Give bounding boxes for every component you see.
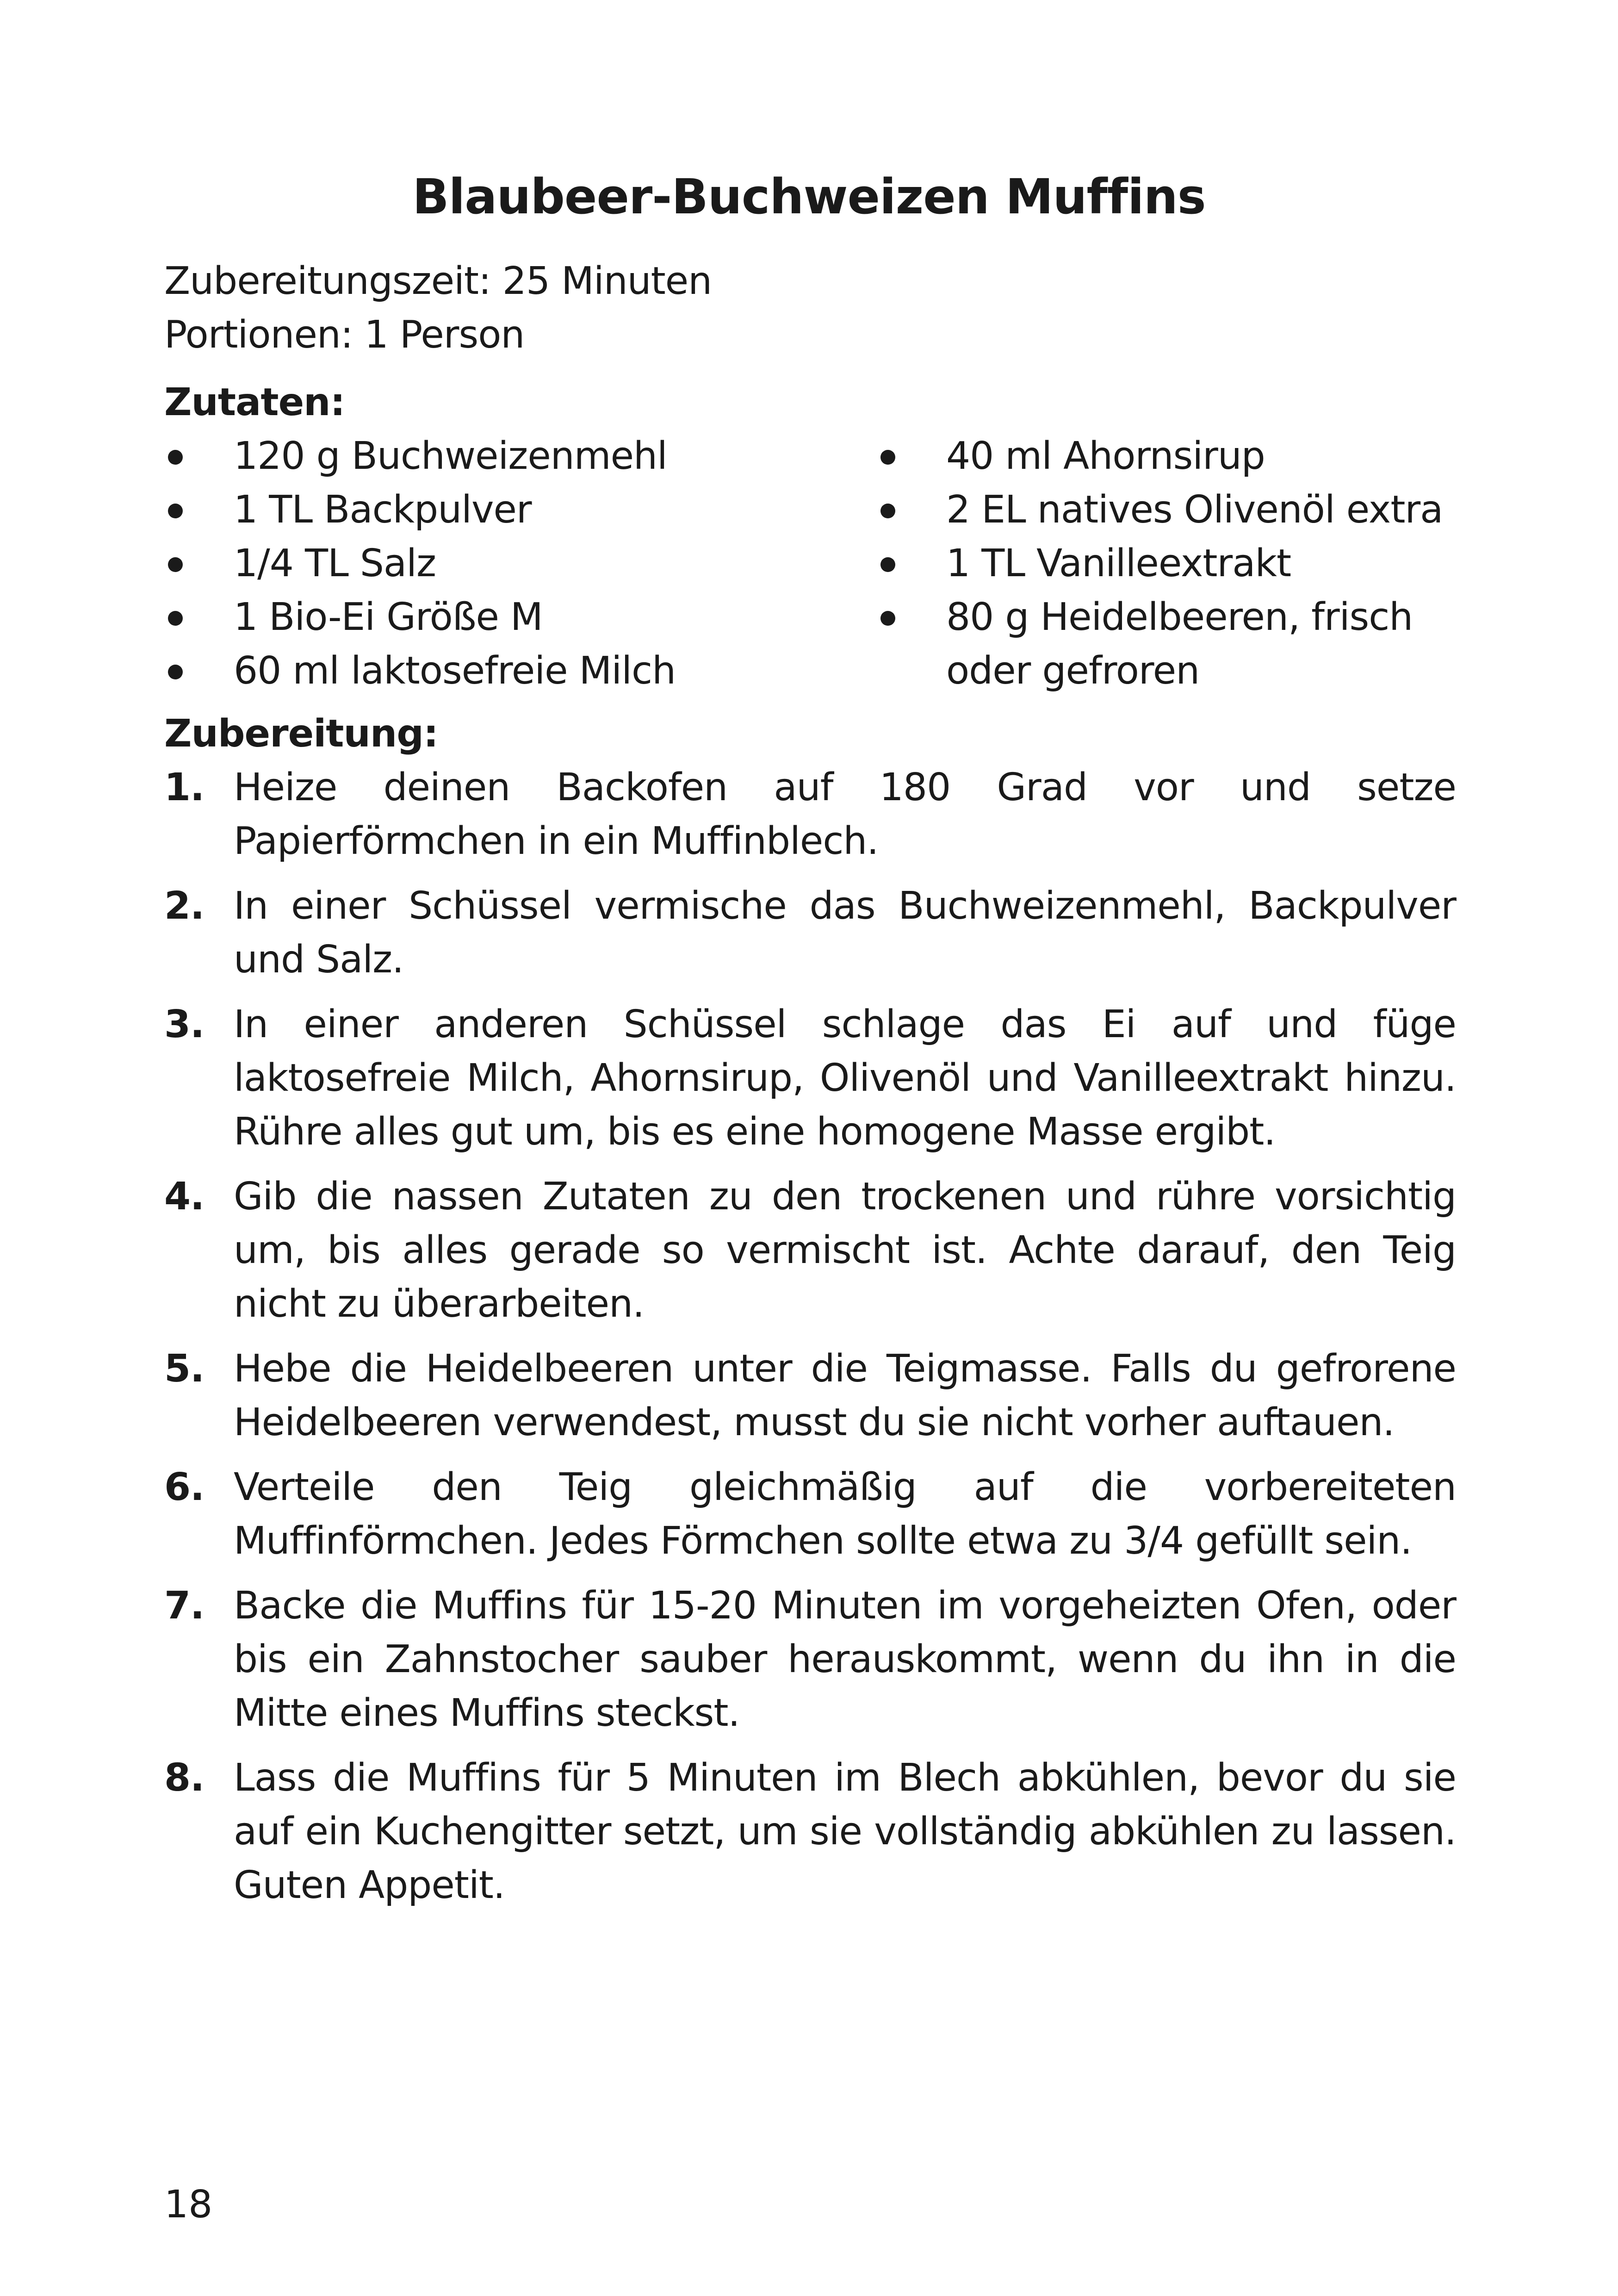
step-number: 1. <box>164 765 205 809</box>
ingredient-text: 2 EL natives Olivenöl extra <box>946 488 1443 532</box>
ingredients-list-right <box>877 429 1478 698</box>
step-text: In einer Schüssel vermische das Buchweizenmehl, Backpulver und Salz. <box>234 884 1456 982</box>
list-item <box>164 591 849 644</box>
ingredient-text: 1 Bio-Ei Größe M <box>234 595 543 639</box>
step-text: Lass die Muffins für 5 Minuten im Blech abkühlen, bevor du sie auf ein Kuchengitter setzt, um sie vollständig abkühlen zu lassen. Guten Appetit. <box>234 1756 1456 1907</box>
portions: Portionen: 1 Person <box>164 313 525 357</box>
page-title: Blaubeer-Buchweizen Muffins <box>412 168 1206 225</box>
step-item <box>164 1751 1456 1912</box>
list-item <box>877 429 1478 483</box>
step-text: In einer anderen Schüssel schlage das Ei auf und füge laktosefreie Milch, Ahornsirup, Olivenöl und Vanilleextrakt hinzu. Rühre alles gut um, bis es eine homogene Masse ergibt. <box>234 1002 1456 1154</box>
preparation-time: Zubereitungszeit: 25 Minuten <box>164 259 712 303</box>
step-text: Heize deinen Backofen auf 180 Grad vor und setze Papierförmchen in ein Muffinblech. <box>234 765 1456 863</box>
step-number: 2. <box>164 884 205 928</box>
step-number: 4. <box>164 1175 205 1219</box>
ingredient-text: 120 g Buchweizenmehl <box>234 434 667 478</box>
ingredient-text: 1 TL Backpulver <box>234 488 532 532</box>
step-item <box>164 1461 1456 1568</box>
step-number: 8. <box>164 1756 205 1800</box>
preparation-steps <box>164 761 1456 1923</box>
step-text: Backe die Muffins für 15-20 Minuten im vorgeheizten Ofen, oder bis ein Zahnstocher sauber herauskommt, wenn du ihn in die Mitte eines Muffins steckst. <box>234 1584 1456 1735</box>
step-text: Verteile den Teig gleichmäßig auf die vorbereiteten Muffinförmchen. Jedes Förmchen sollte etwa zu 3/4 gefüllt sein. <box>234 1465 1456 1563</box>
step-number: 6. <box>164 1465 205 1509</box>
ingredient-text: 40 ml Ahornsirup <box>946 434 1265 478</box>
step-item <box>164 998 1456 1159</box>
step-item <box>164 879 1456 987</box>
list-item <box>164 429 849 483</box>
list-item <box>164 644 849 698</box>
ingredient-text: 1 TL Vanilleextrakt <box>946 541 1291 585</box>
list-item <box>877 591 1478 698</box>
step-number: 7. <box>164 1584 205 1628</box>
list-item <box>877 537 1478 591</box>
step-number: 3. <box>164 1002 205 1046</box>
step-item <box>164 1579 1456 1740</box>
ingredient-text: 80 g Heidelbeeren, frisch oder gefroren <box>946 595 1413 693</box>
list-item <box>164 537 849 591</box>
step-text: Hebe die Heidelbeeren unter die Teigmasse. Falls du gefrorene Heidelbeeren verwendest, musst du sie nicht vorher auftauen. <box>234 1347 1456 1444</box>
preparation-heading: Zubereitung: <box>164 712 438 756</box>
page-number: 18 <box>164 2183 213 2227</box>
step-item <box>164 1342 1456 1450</box>
list-item <box>164 483 849 537</box>
step-item <box>164 1170 1456 1331</box>
ingredient-text: 1/4 TL Salz <box>234 541 436 585</box>
ingredients-heading: Zutaten: <box>164 380 345 424</box>
list-item <box>877 483 1478 537</box>
ingredients-list-left <box>164 429 849 698</box>
step-number: 5. <box>164 1347 205 1391</box>
ingredient-text: 60 ml laktosefreie Milch <box>234 649 676 693</box>
step-item <box>164 761 1456 868</box>
step-text: Gib die nassen Zutaten zu den trockenen und rühre vorsichtig um, bis alles gerade so vermischt ist. Achte darauf, den Teig nicht zu überarbeiten. <box>234 1175 1456 1326</box>
